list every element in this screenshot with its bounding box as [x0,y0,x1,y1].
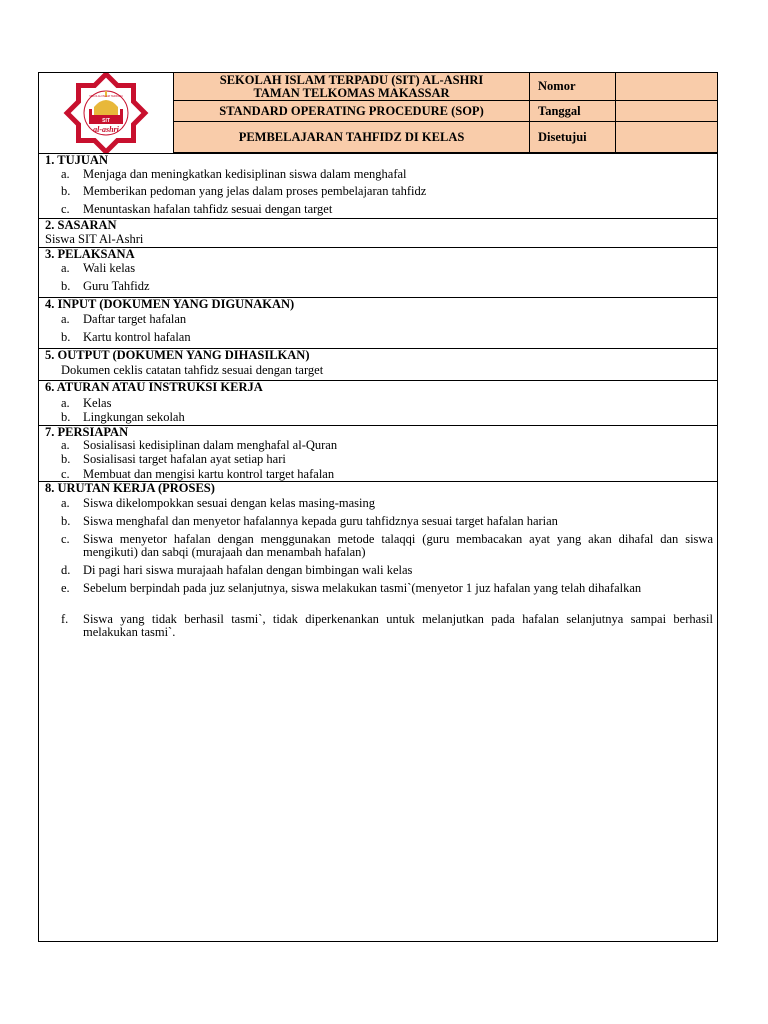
list-text: Guru Tahfidz [83,279,150,293]
value-tanggal [616,101,717,122]
school-logo-icon [39,73,174,153]
section-tujuan [39,153,717,218]
list-text: Menuntaskan hafalan tahfidz sesuai dengan target [83,202,333,216]
list-text: Kartu kontrol hafalan [83,330,191,344]
section-aturan [39,380,717,425]
logo-cell [39,73,174,153]
list-marker: a. [61,396,70,410]
list-marker: c. [61,202,70,216]
section-title: 4. INPUT (DOKUMEN YANG DIGUNAKAN) [45,297,295,311]
section-pelaksana [39,247,717,297]
list-marker: b. [61,410,71,424]
list-text: Siswa yang tidak berhasil tasmi`, tidak diperkenankan untuk melanjutkan pada hafalan selanjutnya sampai berhasil melakukan tasmi`. [83,612,713,639]
list-text: Kelas [83,396,112,410]
sop-subject: PEMBELAJARAN TAHFIDZ DI KELAS [174,122,530,153]
section-urutan-kerja [39,481,717,941]
list-marker: b. [61,452,71,466]
school-name-cell [174,73,530,101]
section-output [39,348,717,380]
section-title: 2. SASARAN [45,218,117,232]
list-text: Siswa menghafal dan menyetor hafalannya kepada guru tahfidznya sesuai target hafalan harian [83,514,558,528]
list-marker: a. [61,438,70,452]
section-title: 3. PELAKSANA [45,247,135,261]
section-title: 8. URUTAN KERJA (PROSES) [45,481,215,495]
section-title: 7. PERSIAPAN [45,425,129,439]
logo-label-top: SEKOLAH ISLAM TERPADU [89,95,123,98]
list-text: Siswa menyetor hafalan dengan menggunakan metode talaqqi (guru membacakan ayat yang akan dihafal dan siswa mengikuti) dan sabqi (murajaah dan menambah hafalan) [83,532,713,559]
sop-title: STANDARD OPERATING PROCEDURE (SOP) [174,101,530,122]
logo-label-sit: SIT [102,118,110,124]
value-disetujui [616,122,717,153]
value-nomor [616,73,717,101]
list-marker: a. [61,312,70,326]
section-title: 6. ATURAN ATAU INSTRUKSI KERJA [45,380,263,394]
section-title: 1. TUJUAN [45,153,108,167]
sop-document [38,72,718,942]
list-marker: d. [61,563,71,577]
list-marker: b. [61,184,71,198]
list-marker: f. [61,612,69,626]
label-nomor: Nomor [530,73,616,101]
list-marker: a. [61,261,70,275]
section-text: Dokumen ceklis catatan tahfidz sesuai dengan target [61,363,324,377]
sop-header [39,73,717,153]
school-name-line2: TAMAN TELKOMAS MAKASSAR [253,86,450,100]
list-text: Siswa dikelompokkan sesuai dengan kelas masing-masing [83,496,375,510]
list-text: Sosialisasi kedisiplinan dalam menghafal al-Quran [83,438,338,452]
list-marker: c. [61,467,70,481]
list-text: Lingkungan sekolah [83,410,185,424]
list-marker: b. [61,330,71,344]
section-text: Siswa SIT Al-Ashri [45,232,144,246]
list-text: Menjaga dan meningkatkan kedisiplinan siswa dalam menghafal [83,167,407,181]
list-text: Daftar target hafalan [83,312,187,326]
list-marker: e. [61,581,70,595]
list-marker: a. [61,496,70,510]
list-text: Membuat dan mengisi kartu kontrol target hafalan [83,467,335,481]
school-name-line1: SEKOLAH ISLAM TERPADU (SIT) AL-ASHRI [219,73,484,87]
list-marker: c. [61,532,70,546]
section-sasaran [39,218,717,247]
logo-label-alashri: al-ashri [93,125,119,134]
list-text: Di pagi hari siswa murajaah hafalan dengan bimbingan wali kelas [83,563,413,577]
list-text: Memberikan pedoman yang jelas dalam proses pembelajaran tahfidz [83,184,427,198]
section-title: 5. OUTPUT (DOKUMEN YANG DIHASILKAN) [45,348,310,362]
list-text: Sebelum berpindah pada juz selanjutnya, siswa melakukan tasmi`(menyetor 1 juz hafalan yang telah dihafalkan [83,581,642,595]
list-marker: b. [61,279,71,293]
label-tanggal: Tanggal [530,101,616,122]
section-persiapan [39,425,717,481]
list-text: Wali kelas [83,261,136,275]
list-marker: a. [61,167,70,181]
label-disetujui: Disetujui [530,122,616,153]
list-text: Sosialisasi target hafalan ayat setiap hari [83,452,286,466]
list-marker: b. [61,514,71,528]
section-input [39,297,717,348]
